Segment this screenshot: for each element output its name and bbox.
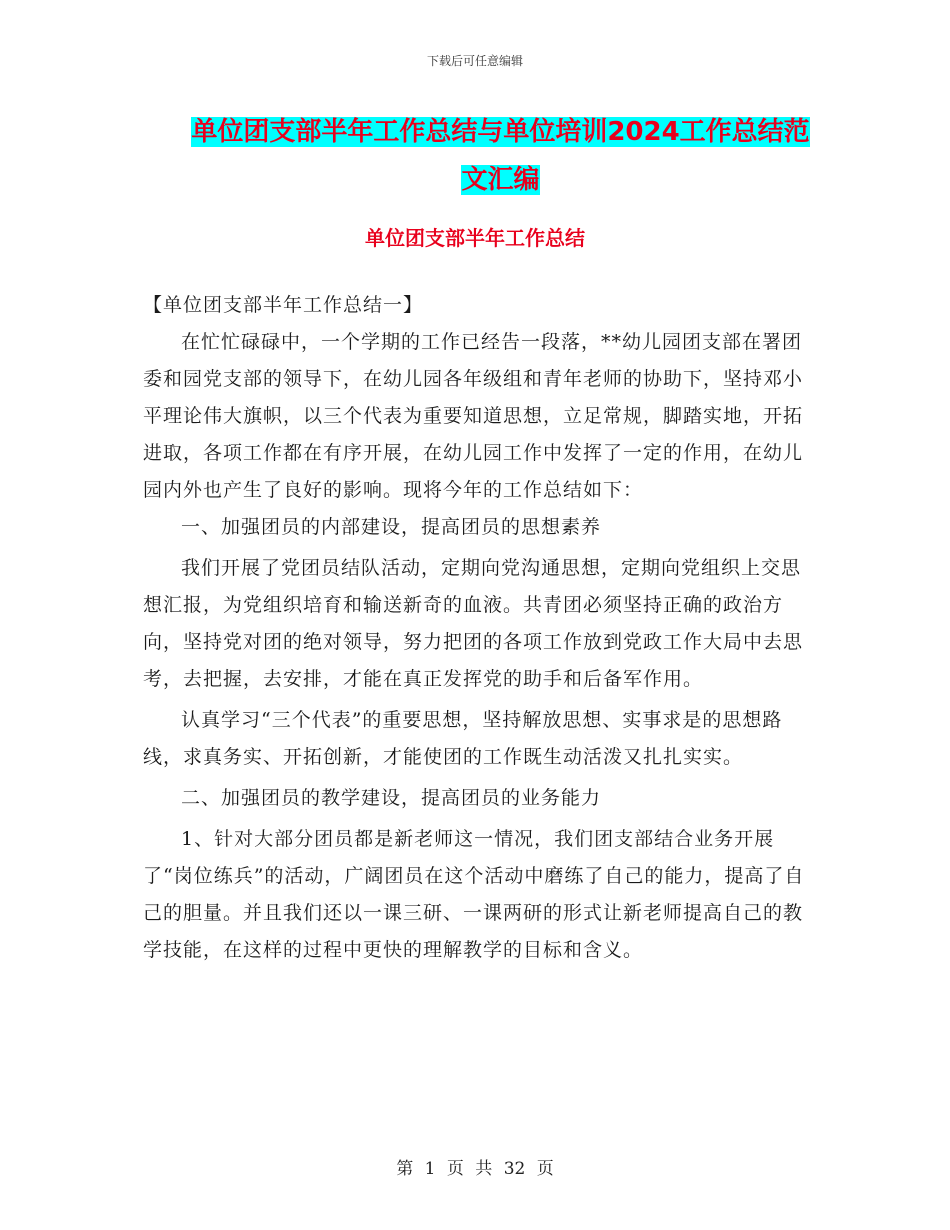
document-title bbox=[188, 108, 813, 204]
section-title: 单位团支部半年工作总结 bbox=[365, 226, 585, 250]
document-title-text: 单位团支部半年工作总结与单位培训2024工作总结范文汇编 bbox=[191, 117, 810, 195]
page-number: 第 1 页 共 32 页 bbox=[396, 1159, 554, 1179]
document-body bbox=[143, 287, 811, 969]
subsection-heading: 【单位团支部半年工作总结一】 bbox=[143, 294, 424, 316]
paragraph: 1、针对大部分团员都是新老师这一情况，我们团支部结合业务开展了“岗位练兵”的活动，广阔团员在这个活动中磨练了自己的能力，提高了自己的胆量。并且我们还以一课三研、一课两研的形式让新老师提高自己的教学技能，在这样的过程中更快的理解教学的目标和含义。 bbox=[143, 828, 805, 961]
paragraph: 我们开展了党团员结队活动，定期向党沟通思想，定期向党组织上交思想汇报，为党组织培育和输送新奇的血液。共青团必须坚持正确的政治方向，坚持党对团的绝对领导，努力把团的各项工作放到党政工作大局中去思考，去把握，去安排，才能在真正发挥党的助手和后备军作用。 bbox=[143, 557, 804, 690]
section-heading: 一、加强团员的内部建设，提高团员的思想素养 bbox=[181, 516, 602, 538]
header-note: 下载后可任意编辑 bbox=[426, 54, 523, 68]
paragraph: 认真学习“三个代表”的重要思想，坚持解放思想、实事求是的思想路线，求真务实、开拓创新，才能使团的工作既生动活泼又扎扎实实。 bbox=[143, 709, 783, 768]
section-heading: 二、加强团员的教学建设，提高团员的业务能力 bbox=[181, 787, 602, 809]
paragraph: 在忙忙碌碌中，一个学期的工作已经告一段落，**幼儿园团支部在署团委和园党支部的领导下，在幼儿园各年级组和青年老师的协助下，坚持邓小平理论伟大旗帜，以三个代表为重要知道思想，立足常规，脚踏实地，开拓进取，各项工作都在有序开展，在幼儿园工作中发挥了一定的作用，在幼儿园内外也产生了良好的影响。现将今年的工作总结如下： bbox=[143, 331, 804, 501]
